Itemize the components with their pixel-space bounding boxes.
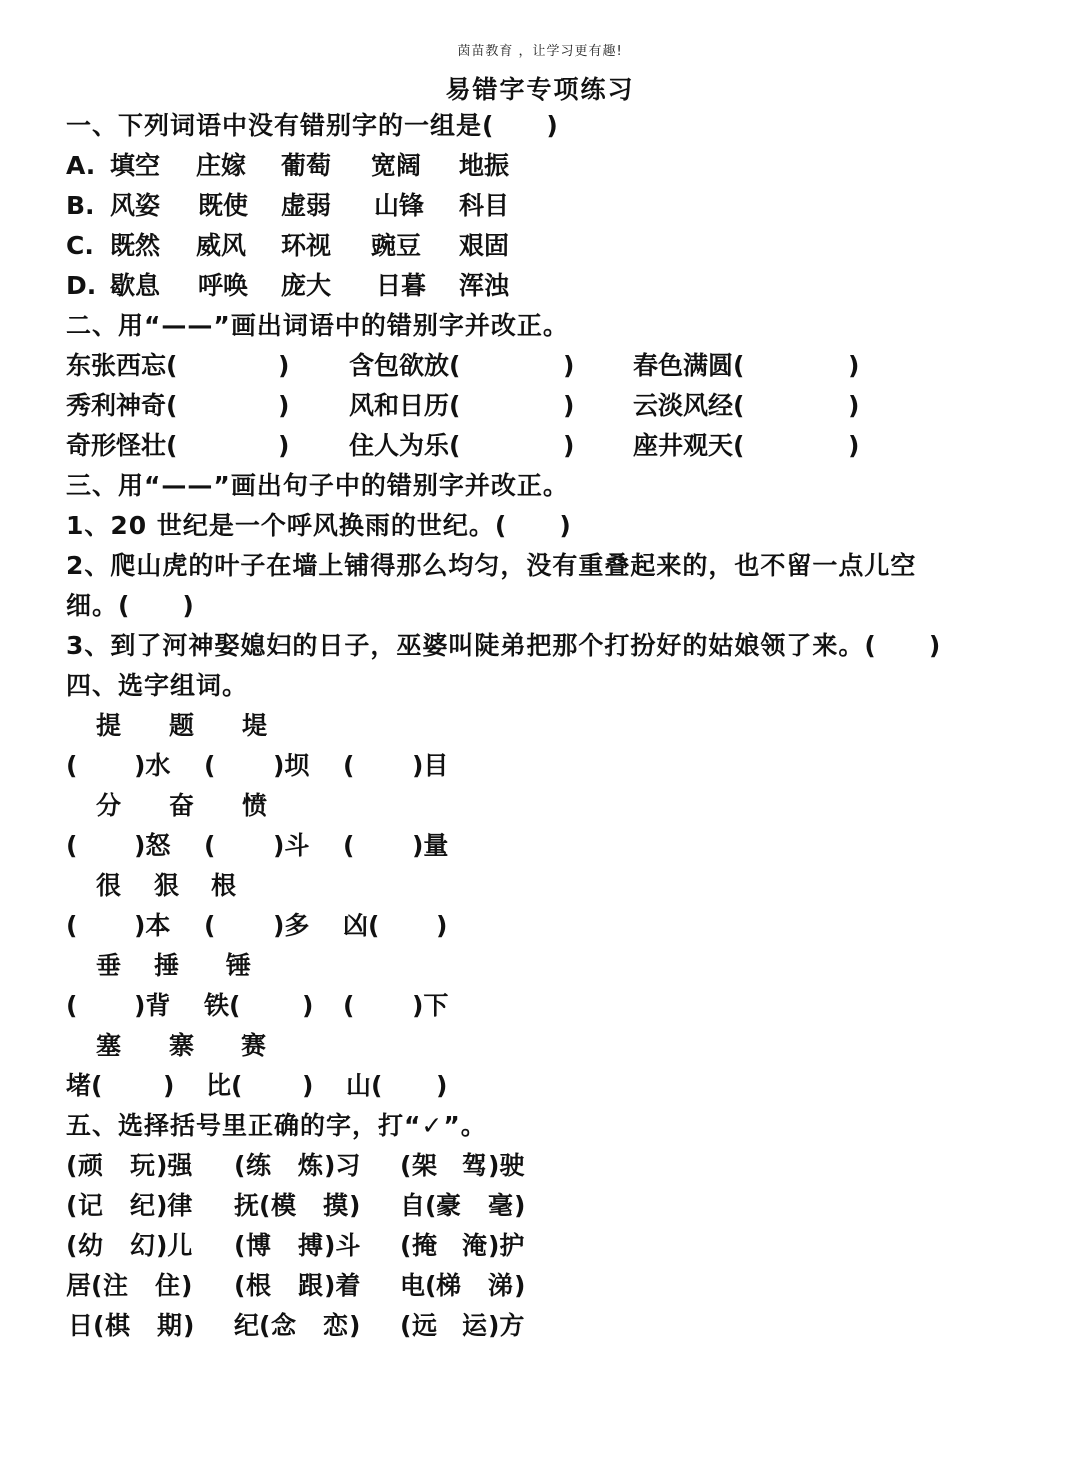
idiom-item: 风和日历( <box>349 391 461 420</box>
choice-prefix: ( <box>234 1271 246 1300</box>
blank-close: ) <box>436 1071 448 1100</box>
choice-suffix: )律 <box>156 1191 193 1220</box>
section3-heading: 三、用“——”画出句子中的错别字并改正。 <box>66 471 569 500</box>
choice-suffix: )习 <box>324 1151 361 1180</box>
option-word: 科目 <box>459 191 510 220</box>
choice-prefix: 抚( <box>234 1191 271 1220</box>
option-word: 豌豆 <box>371 231 422 260</box>
choice-char: 锤 <box>226 951 252 980</box>
choice-suffix: )着 <box>324 1271 361 1300</box>
choice-char: 分 <box>96 791 122 820</box>
choice-char: 狠 <box>154 871 180 900</box>
idiom-item: 云淡风经( <box>633 391 745 420</box>
section5-heading: 五、选择括号里正确的字，打“✓”。 <box>66 1111 487 1140</box>
choice-option-a[interactable]: 豪 <box>436 1191 462 1220</box>
choice-option-a[interactable]: 幼 <box>78 1231 104 1260</box>
answer-close-paren[interactable]: ) <box>278 431 290 460</box>
blank-open[interactable]: ( <box>204 911 216 940</box>
choice-option-b[interactable]: 淹 <box>462 1231 488 1260</box>
option-word: 既使 <box>198 191 249 220</box>
option-label: C. <box>66 231 94 260</box>
choice-char: 堤 <box>242 711 268 740</box>
choice-prefix: ( <box>400 1311 412 1340</box>
choice-char: 提 <box>96 711 122 740</box>
option-word: 风姿 <box>110 191 161 220</box>
choice-option-b[interactable]: 玩 <box>130 1151 156 1180</box>
option-word: 既然 <box>110 231 161 260</box>
choice-suffix: ) <box>183 1311 195 1340</box>
option-label: A. <box>66 151 96 180</box>
sentence-item: 1、20 世纪是一个呼风换雨的世纪。( ) <box>66 511 572 540</box>
blank-open[interactable]: ( <box>66 831 78 860</box>
option-word: 浑浊 <box>459 271 510 300</box>
blank-close: )斗 <box>273 831 310 860</box>
idiom-item: 奇形怪壮( <box>66 431 178 460</box>
choice-prefix: ( <box>66 1231 78 1260</box>
blank-open[interactable]: ( <box>66 991 78 1020</box>
choice-option-b[interactable]: 纪 <box>130 1191 156 1220</box>
choice-option-b[interactable]: 运 <box>462 1311 488 1340</box>
choice-prefix: 居( <box>66 1271 103 1300</box>
sentence-item-continued: 细。( ) <box>66 591 195 620</box>
choice-option-a[interactable]: 架 <box>412 1151 438 1180</box>
choice-option-a[interactable]: 根 <box>246 1271 272 1300</box>
idiom-item: 东张西忘( <box>66 351 178 380</box>
blank-open[interactable]: ( <box>204 751 216 780</box>
answer-close-paren[interactable]: ) <box>848 431 860 460</box>
choice-prefix: 日( <box>68 1311 105 1340</box>
choice-suffix: ) <box>349 1311 361 1340</box>
blank-open[interactable]: 凶( <box>343 911 380 940</box>
option-word: 日暮 <box>376 271 427 300</box>
answer-close-paren[interactable]: ) <box>848 391 860 420</box>
blank-open[interactable]: ( <box>204 831 216 860</box>
option-label: D. <box>66 271 97 300</box>
option-word: 呼唤 <box>198 271 249 300</box>
page-title: 易错字专项练习 <box>445 75 635 104</box>
choice-prefix: ( <box>66 1151 78 1180</box>
blank-close: ) <box>302 1071 314 1100</box>
choice-option-b[interactable]: 摸 <box>323 1191 349 1220</box>
sentence-item: 3、到了河神娶媳妇的日子，巫婆叫陡弟把那个打扮好的姑娘领了来。( ) <box>66 631 942 660</box>
option-word: 葡萄 <box>281 151 332 180</box>
choice-prefix: 电( <box>400 1271 437 1300</box>
option-word: 地振 <box>459 151 510 180</box>
choice-option-b[interactable]: 幻 <box>130 1231 156 1260</box>
choice-suffix: )方 <box>488 1311 525 1340</box>
choice-prefix: ( <box>234 1231 246 1260</box>
choice-option-a[interactable]: 模 <box>271 1191 297 1220</box>
choice-char: 愤 <box>242 791 268 820</box>
blank-close: )目 <box>412 751 449 780</box>
option-word: 庄嫁 <box>196 151 247 180</box>
choice-prefix: ( <box>400 1151 412 1180</box>
blank-close: ) <box>302 991 314 1020</box>
option-word: 艰固 <box>459 231 510 260</box>
choice-char: 根 <box>211 871 237 900</box>
choice-char: 捶 <box>154 951 180 980</box>
choice-prefix: 自( <box>400 1191 437 1220</box>
option-word: 填空 <box>110 151 161 180</box>
answer-close-paren[interactable]: ) <box>563 391 575 420</box>
choice-suffix: ) <box>514 1271 526 1300</box>
idiom-item: 秀利神奇( <box>66 391 178 420</box>
blank-close: )怒 <box>134 831 171 860</box>
blank-open[interactable]: ( <box>343 831 355 860</box>
choice-suffix: ) <box>181 1271 193 1300</box>
choice-suffix: )护 <box>488 1231 525 1260</box>
choice-option-a[interactable]: 掩 <box>412 1231 438 1260</box>
blank-open[interactable]: 山( <box>346 1071 383 1100</box>
choice-option-b[interactable]: 搏 <box>298 1231 324 1260</box>
option-word: 歇息 <box>110 271 161 300</box>
choice-option-b[interactable]: 涕 <box>488 1271 514 1300</box>
blank-close: )水 <box>134 751 171 780</box>
choice-option-a[interactable]: 念 <box>271 1311 297 1340</box>
choice-prefix: ( <box>234 1151 246 1180</box>
section2-heading: 二、用“——”画出词语中的错别字并改正。 <box>66 311 569 340</box>
choice-option-b[interactable]: 住 <box>155 1271 181 1300</box>
choice-suffix: )强 <box>156 1151 193 1180</box>
blank-open[interactable]: ( <box>66 751 78 780</box>
choice-option-b[interactable]: 跟 <box>298 1271 324 1300</box>
option-label: B. <box>66 191 95 220</box>
blank-open[interactable]: 堵( <box>66 1071 103 1100</box>
idiom-item: 住人为乐( <box>349 431 461 460</box>
choice-option-a[interactable]: 梯 <box>436 1271 462 1300</box>
answer-close-paren[interactable]: ) <box>563 431 575 460</box>
choice-char: 垂 <box>96 951 122 980</box>
choice-option-a[interactable]: 博 <box>246 1231 272 1260</box>
choice-char: 赛 <box>241 1031 267 1060</box>
choice-option-b[interactable]: 毫 <box>488 1191 514 1220</box>
choice-prefix: ( <box>66 1191 78 1220</box>
blank-open[interactable]: 比( <box>206 1071 243 1100</box>
option-word: 环视 <box>281 231 332 260</box>
choice-suffix: )驶 <box>488 1151 525 1180</box>
blank-open[interactable]: ( <box>343 751 355 780</box>
option-word: 山锋 <box>374 191 425 220</box>
choice-option-a[interactable]: 注 <box>103 1271 129 1300</box>
choice-char: 寨 <box>169 1031 195 1060</box>
choice-option-a[interactable]: 棋 <box>105 1311 131 1340</box>
blank-open[interactable]: ( <box>343 991 355 1020</box>
sentence-item: 2、爬山虎的叶子在墙上铺得那么均匀，没有重叠起来的，也不留一点儿空 <box>66 551 917 580</box>
blank-open[interactable]: ( <box>66 911 78 940</box>
header-note: 茵苗教育 ，让学习更有趣! <box>457 44 623 59</box>
blank-close: ) <box>163 1071 175 1100</box>
idiom-item: 春色满圆( <box>633 351 745 380</box>
choice-suffix: ) <box>349 1191 361 1220</box>
idiom-item: 座井观天( <box>633 431 745 460</box>
section4-heading: 四、选字组词。 <box>66 671 249 700</box>
blank-close: ) <box>436 911 448 940</box>
choice-option-a[interactable]: 远 <box>412 1311 438 1340</box>
choice-char: 很 <box>96 871 122 900</box>
choice-option-b[interactable]: 期 <box>157 1311 183 1340</box>
choice-char: 题 <box>169 711 195 740</box>
choice-char: 塞 <box>96 1031 122 1060</box>
idiom-item: 含包欲放( <box>349 351 461 380</box>
choice-suffix: ) <box>514 1191 526 1220</box>
option-word: 虚弱 <box>281 191 332 220</box>
blank-close: )多 <box>273 911 310 940</box>
blank-close: )背 <box>134 991 171 1020</box>
choice-char: 奋 <box>169 791 195 820</box>
choice-prefix: 纪( <box>234 1311 271 1340</box>
answer-close-paren[interactable]: ) <box>563 351 575 380</box>
section1-heading: 一、下列词语中没有错别字的一组是( ) <box>66 111 559 140</box>
blank-close: )下 <box>412 991 449 1020</box>
choice-prefix: ( <box>400 1231 412 1260</box>
choice-suffix: )斗 <box>324 1231 361 1260</box>
answer-close-paren[interactable]: ) <box>278 351 290 380</box>
choice-option-a[interactable]: 记 <box>78 1191 104 1220</box>
blank-close: )坝 <box>273 751 310 780</box>
option-word: 宽阔 <box>371 151 422 180</box>
choice-option-b[interactable]: 炼 <box>298 1151 324 1180</box>
blank-open[interactable]: 铁( <box>204 991 241 1020</box>
blank-close: )本 <box>134 911 171 940</box>
blank-close: )量 <box>412 831 449 860</box>
option-word: 威风 <box>196 231 247 260</box>
choice-option-a[interactable]: 顽 <box>78 1151 104 1180</box>
choice-suffix: )儿 <box>156 1231 193 1260</box>
answer-close-paren[interactable]: ) <box>278 391 290 420</box>
choice-option-b[interactable]: 恋 <box>323 1311 349 1340</box>
option-word: 庞大 <box>281 271 332 300</box>
answer-close-paren[interactable]: ) <box>848 351 860 380</box>
choice-option-b[interactable]: 驾 <box>462 1151 488 1180</box>
choice-option-a[interactable]: 练 <box>246 1151 272 1180</box>
